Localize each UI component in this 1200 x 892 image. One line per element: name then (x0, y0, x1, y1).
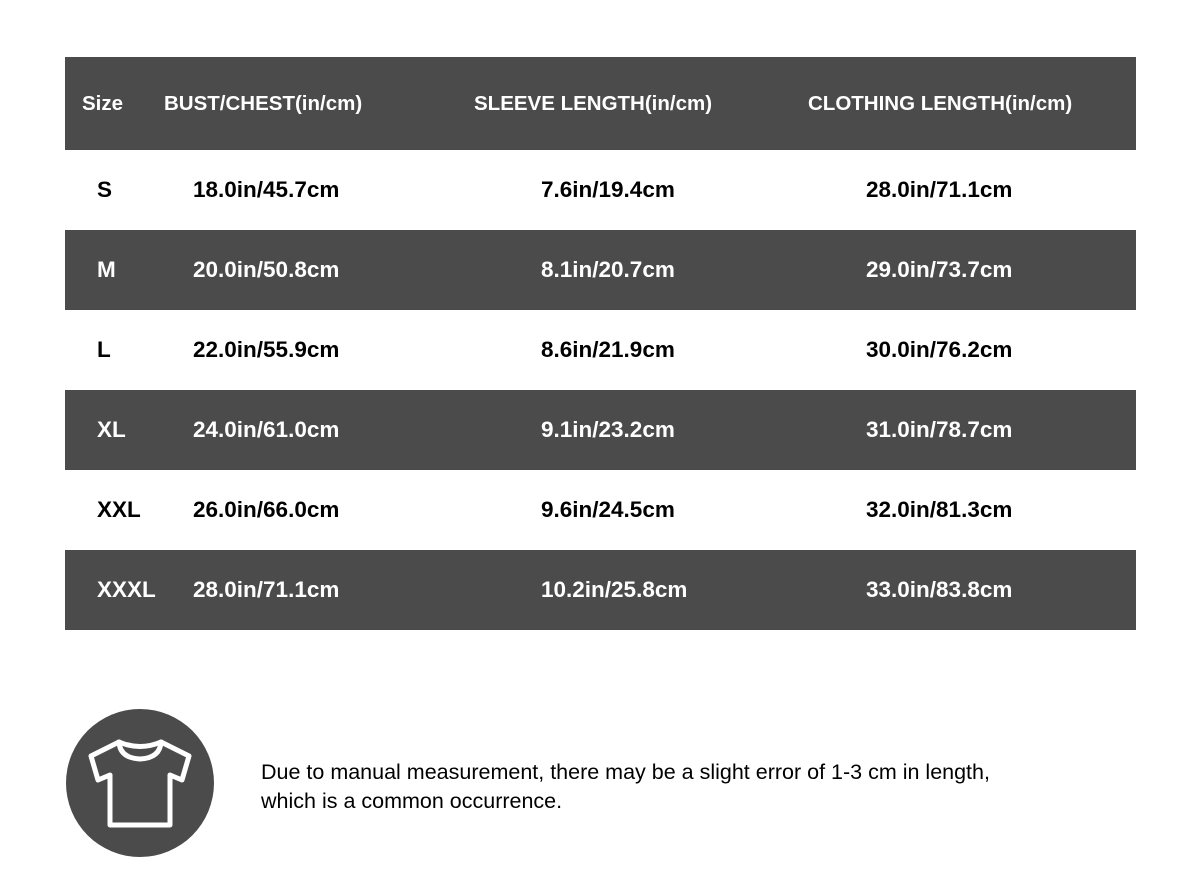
header-sleeve-length: SLEEVE LENGTH(in/cm) (474, 91, 713, 115)
table-row (65, 470, 1136, 550)
sleeve-length-cell: 9.1in/23.2cm (541, 417, 675, 442)
table-row (65, 550, 1136, 630)
t-shirt-icon (66, 709, 214, 857)
note-line: Due to manual measurement, there may be a slight error of 1-3 cm in length, (261, 760, 990, 784)
table-row (65, 390, 1136, 470)
bust-chest-cell: 20.0in/50.8cm (193, 257, 340, 282)
clothing-length-cell: 32.0in/81.3cm (866, 497, 1013, 522)
header-bust-chest: BUST/CHEST(in/cm) (164, 91, 363, 115)
bust-chest-cell: 18.0in/45.7cm (193, 177, 340, 202)
clothing-length-cell: 33.0in/83.8cm (866, 577, 1013, 602)
clothing-length-cell: 29.0in/73.7cm (866, 257, 1013, 282)
size-cell: XXL (97, 497, 141, 522)
header-clothing-length: CLOTHING LENGTH(in/cm) (808, 91, 1073, 115)
size-cell: S (97, 177, 113, 202)
table-row (65, 230, 1136, 310)
size-cell: M (97, 257, 116, 282)
sleeve-length-cell: 7.6in/19.4cm (541, 177, 675, 202)
size-cell: XL (97, 417, 126, 442)
table-row (65, 310, 1136, 390)
size-cell: L (97, 337, 111, 362)
bust-chest-cell: 22.0in/55.9cm (193, 337, 340, 362)
table-header-row (65, 57, 1136, 150)
sleeve-length-cell: 8.6in/21.9cm (541, 337, 675, 362)
size-chart-table (65, 57, 1136, 630)
clothing-length-cell: 30.0in/76.2cm (866, 337, 1013, 362)
clothing-length-cell: 28.0in/71.1cm (866, 177, 1013, 202)
header-size: Size (82, 91, 124, 115)
sleeve-length-cell: 9.6in/24.5cm (541, 497, 675, 522)
table-row (65, 150, 1136, 230)
note-line: which is a common occurrence. (261, 789, 563, 813)
bust-chest-cell: 24.0in/61.0cm (193, 417, 340, 442)
measurement-note (261, 758, 1161, 816)
clothing-length-cell: 31.0in/78.7cm (866, 417, 1013, 442)
sleeve-length-cell: 8.1in/20.7cm (541, 257, 675, 282)
bust-chest-cell: 26.0in/66.0cm (193, 497, 340, 522)
bust-chest-cell: 28.0in/71.1cm (193, 577, 340, 602)
sleeve-length-cell: 10.2in/25.8cm (541, 577, 688, 602)
size-cell: XXXL (97, 577, 156, 602)
